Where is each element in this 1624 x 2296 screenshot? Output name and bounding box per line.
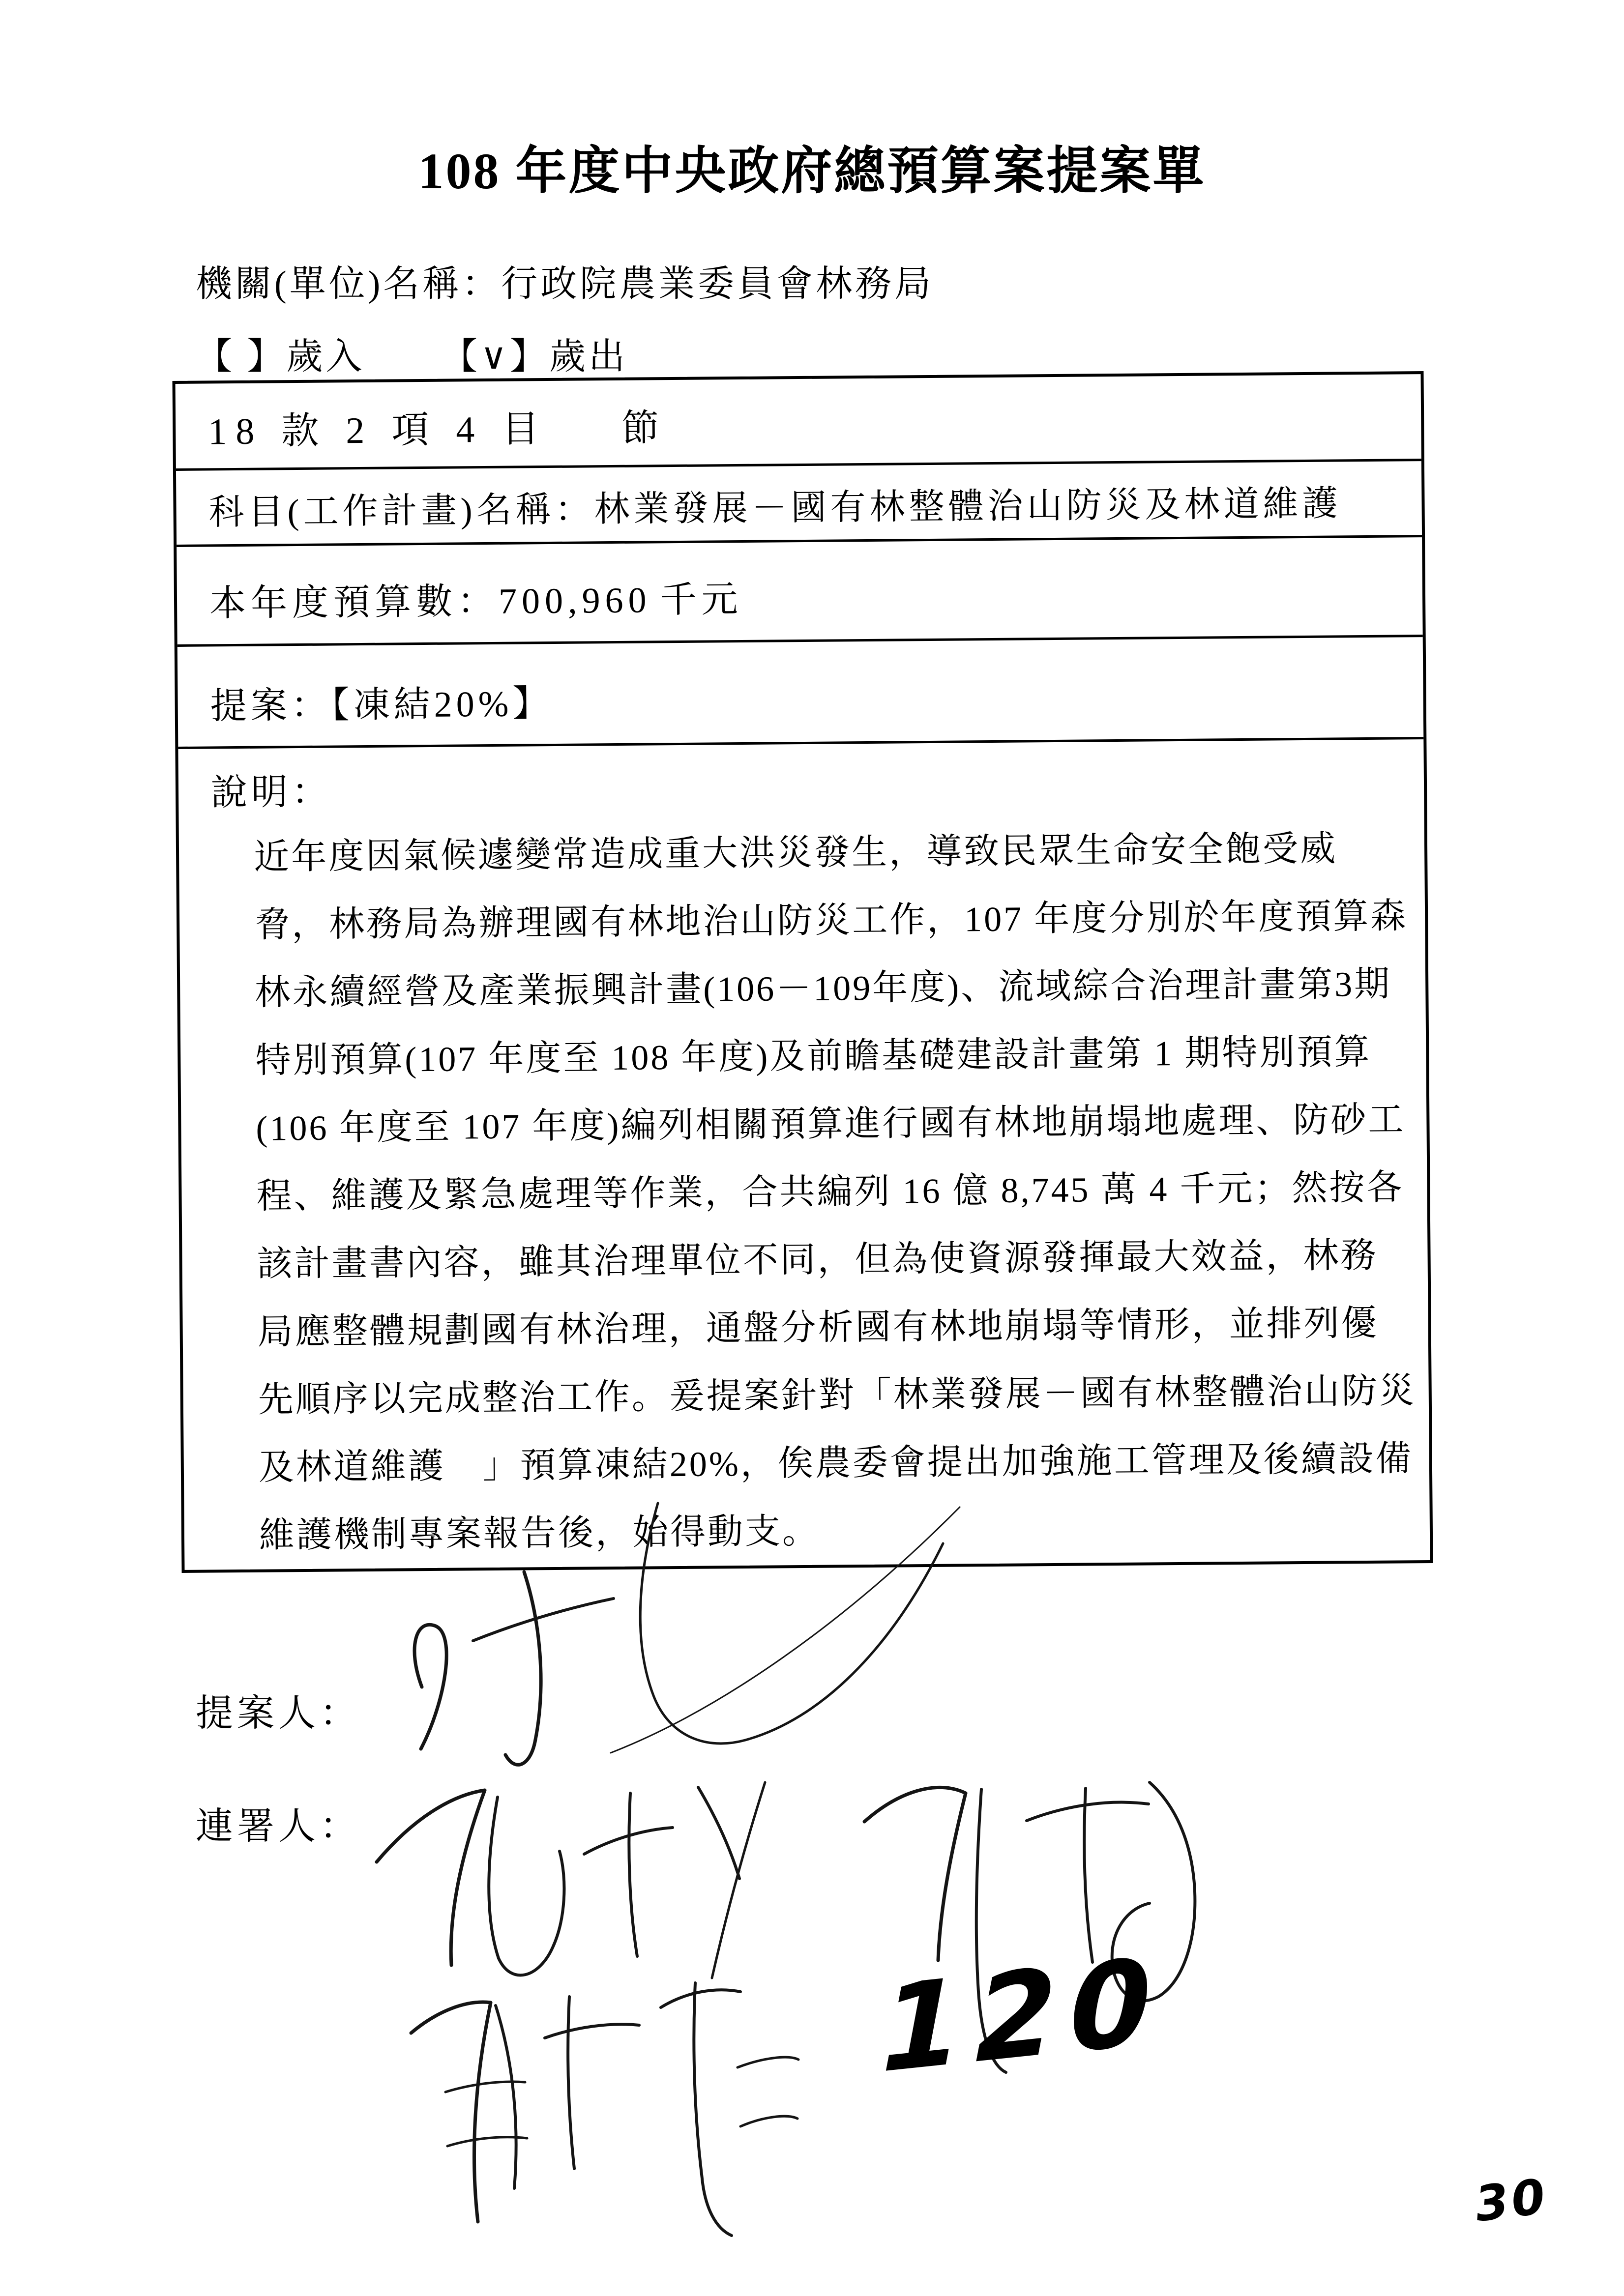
budget-line-section: 節	[621, 407, 668, 449]
checkbox-revenue: 【 】歲入	[196, 337, 365, 377]
budget-amount-row	[177, 537, 1423, 646]
budget-amount-unit: 千元	[660, 580, 743, 621]
description-line: 脅，林務局為辦理國有林地治山防災工作，107 年度分別於年度預算森	[254, 896, 1408, 945]
budget-amount-label: 本年度預算數：	[209, 581, 499, 624]
handwritten-page-number: 30	[1472, 2168, 1551, 2233]
description-body	[253, 814, 1417, 1569]
description-row	[178, 739, 1430, 1570]
agency-name: 行政院農業委員會林務局	[501, 264, 934, 304]
budget-line-row	[176, 374, 1421, 471]
budget-line-item: 18 款 2 項 4 目	[208, 408, 548, 453]
checkbox-expenditure: 【∨】歲出	[441, 337, 628, 377]
description-label: 說明：	[210, 772, 332, 814]
description-line: 局應整體規劃國有林治理，通盤分析國有林地崩塌等情形，並排列優	[257, 1303, 1379, 1352]
subject-label: 科目(工作計畫)名稱：	[208, 490, 594, 532]
description-line: 及林道維護 」預算凍結20%，俟農委會提出加強施工管理及後續設備	[258, 1439, 1414, 1487]
agency-label: 機關(單位)名稱：	[196, 264, 502, 304]
handwritten-number-120: 120	[881, 1931, 1164, 2100]
description-line: 維護機制專案報告後，始得動支。	[259, 1511, 820, 1555]
description-line: 該計畫書內容，雖其治理單位不同，但為使資源發揮最大效益，林務	[257, 1235, 1378, 1284]
cosigner-signature-3	[411, 1983, 798, 2236]
subject-value: 林業發展－國有林整體治山防災及林道維護	[594, 484, 1342, 529]
handwritten-signatures	[172, 1484, 1623, 2271]
document-title: 108 年度中央政府總預算案提案單	[418, 143, 1206, 200]
description-line: 林永續經營及產業振興計畫(106－109年度)、流域綜合治理計畫第3期	[254, 964, 1392, 1013]
description-line: 程、維護及緊急處理等作業，合共編列 16 億 8,745 萬 4 千元；然按各	[256, 1167, 1404, 1216]
proposal-row	[177, 637, 1424, 749]
subject-row	[176, 462, 1422, 548]
description-line: 近年度因氣候遽變常造成重大洪災發生，導致民眾生命安全飽受威	[253, 829, 1338, 877]
proposal-action: 【凍結20%】	[331, 683, 553, 726]
budget-amount-value: 700,960	[498, 580, 651, 622]
budget-table	[173, 371, 1433, 1573]
description-line: (106 年度至 107 年度)編列相關預算進行國有林地崩塌地處理、防砂工	[256, 1100, 1406, 1148]
proposal-label: 提案：	[210, 685, 332, 727]
description-line: 特別預算(107 年度至 108 年度)及前瞻基礎建設計畫第 1 期特別預算	[255, 1032, 1372, 1080]
agency-line	[196, 255, 934, 307]
proposer-label: 提案人：	[196, 1693, 361, 1734]
description-line: 先順序以完成整治工作。爰提案針對「林業發展－國有林整體治山防災	[258, 1371, 1417, 1420]
cosigner-signature-1	[377, 1782, 765, 1978]
cosigner-label: 連署人：	[196, 1806, 361, 1847]
budget-type-row	[196, 327, 692, 379]
